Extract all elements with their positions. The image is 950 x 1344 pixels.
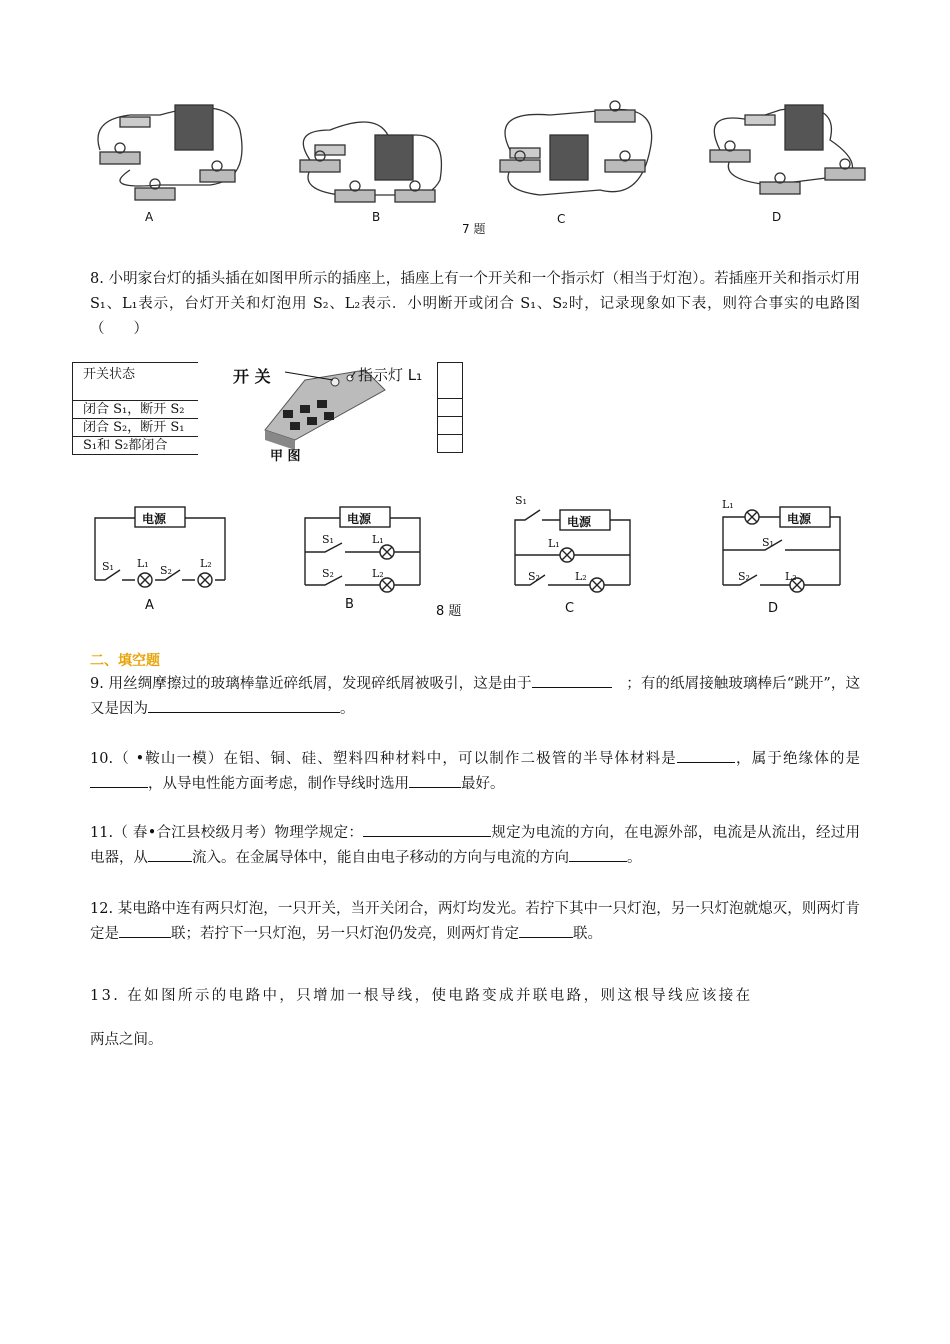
- q8-photo-caption: 甲 图: [270, 449, 301, 464]
- circuit-b-s1: S₁: [322, 533, 334, 546]
- answer-blank[interactable]: [519, 923, 573, 938]
- q8-table-row: 闭合 S₂，断开 S₁: [73, 419, 199, 437]
- q13-line-1: 13. 在如图所示的电路中，只增加一根导线，使电路变成并联电路，则这根导线应该接在: [90, 988, 753, 1004]
- q8-table: [72, 362, 198, 455]
- q9-text-3: 。: [340, 701, 355, 717]
- q9-text-2: ；有的纸屑接触玻璃棒后“跳开”，这又是因为: [90, 676, 860, 717]
- circuit-d-label: D: [768, 601, 779, 616]
- q7-label-a: A: [145, 210, 154, 224]
- q8-table-row: S₁和 S₂都闭合: [73, 437, 199, 455]
- q10-text-1: 10.（ •鞍山一模）在铝、铜、硅、塑料四种材料中，可以制作二极管的半导体材料是: [90, 751, 677, 767]
- q11-text-2: 规定为电流的方向，在电源外部，电流是从流出，经过用电器，从: [90, 825, 860, 866]
- circuit-d-power: 电源: [787, 512, 812, 526]
- answer-blank[interactable]: [677, 748, 735, 763]
- q10-text-4: 最好。: [461, 776, 505, 792]
- q8-switch-label: 开 关: [233, 367, 271, 386]
- q7-caption: 7 题: [462, 222, 486, 236]
- circuit-b-l2: L₂: [372, 567, 384, 580]
- answer-blank[interactable]: [409, 773, 461, 788]
- circuit-c-power: 电源: [567, 515, 592, 529]
- q7-figure: [80, 90, 880, 240]
- q8-table-row: 闭合 S₁，断开 S₂: [73, 401, 199, 419]
- circuit-c-s2: S₂: [528, 570, 540, 583]
- circuit-d-l2: L₂: [785, 570, 797, 583]
- q10-text-2: ，属于绝缘体的是: [734, 751, 861, 767]
- q8-circuits: [80, 490, 880, 615]
- q7-label-d: D: [772, 210, 782, 224]
- section-title: 二、填空题: [90, 653, 160, 669]
- circuit-b-s2: S₂: [322, 567, 334, 580]
- q12: [90, 897, 860, 947]
- answer-blank[interactable]: [363, 822, 491, 837]
- q10-text-3: ，从导电性能方面考虑，制作导线时选用: [148, 776, 409, 792]
- q9-text-1: 9. 用丝绸摩擦过的玻璃棒靠近碎纸屑，发现碎纸屑被吸引，这是由于: [90, 676, 532, 692]
- circuit-b-l1: L₁: [372, 533, 384, 546]
- q11-text-1: 11.（ 春•合江县校级月考）物理学规定：: [90, 825, 364, 841]
- q12-text-2: 联；若拧下一只灯泡，另一只灯泡仍发亮，则两灯肯定: [171, 926, 519, 942]
- q7-label-c: C: [557, 212, 566, 226]
- circuit-a-label: A: [145, 598, 154, 613]
- q8-table-header: 开关状态: [73, 363, 199, 401]
- q8-text: 8. 小明家台灯的插头插在如图甲所示的插座上，插座上有一个开关和一个指示灯（相当于灯泡）。若插座开关和指示灯用 S₁、L₁表示，台灯开关和灯泡用 S₂、L₂表示．小明断开或闭合 S₁、S₂时，记录现象如下表，则符合事实的电路图（ ）: [90, 271, 860, 337]
- answer-blank[interactable]: [119, 923, 171, 938]
- circuit-d-s1: S₁: [762, 536, 774, 549]
- circuit-a-power: 电源: [142, 512, 167, 526]
- answer-blank[interactable]: [532, 673, 612, 688]
- circuit-d-s2: S₂: [738, 570, 750, 583]
- circuit-c-l1: L₁: [548, 537, 560, 550]
- circuit-d-l1: L₁: [722, 498, 734, 511]
- q13-line-2: 两点之间。: [90, 1032, 163, 1048]
- answer-blank[interactable]: [569, 847, 627, 862]
- q11-text-4: 。: [627, 850, 642, 866]
- circuit-a-l2: L₂: [200, 557, 212, 570]
- q8-indicator-label: 指示灯 L₁: [358, 366, 423, 384]
- q12-text-3: 联。: [573, 926, 602, 942]
- circuit-b-power: 电源: [347, 512, 372, 526]
- circuit-a-s1: S₁: [102, 560, 114, 573]
- q11-text-3: 流入。在金属导体中，能自由电子移动的方向与电流的方向: [192, 850, 569, 866]
- answer-blank[interactable]: [90, 773, 148, 788]
- q10: [90, 747, 860, 797]
- circuit-c-label: C: [565, 601, 575, 616]
- q8-caption: 8 题: [436, 604, 462, 619]
- answer-blank[interactable]: [148, 698, 340, 713]
- circuit-b-label: B: [345, 597, 354, 612]
- q12-text-1: 12. 某电路中连有两只灯泡，一只开关，当开关闭合，两灯均发光。若拧下其中一只灯泡，另一只灯泡就熄灭，则两灯肯定是: [90, 901, 860, 942]
- circuit-a-l1: L₁: [137, 557, 149, 570]
- q7-label-b: B: [372, 210, 381, 224]
- circuit-c-s1: S₁: [515, 494, 527, 507]
- q9: [90, 672, 860, 722]
- circuit-a-s2: S₂: [160, 564, 172, 577]
- circuit-c-l2: L₂: [575, 570, 587, 583]
- q8-table-right: [437, 362, 463, 453]
- answer-blank[interactable]: [148, 847, 192, 862]
- q11: [90, 821, 860, 871]
